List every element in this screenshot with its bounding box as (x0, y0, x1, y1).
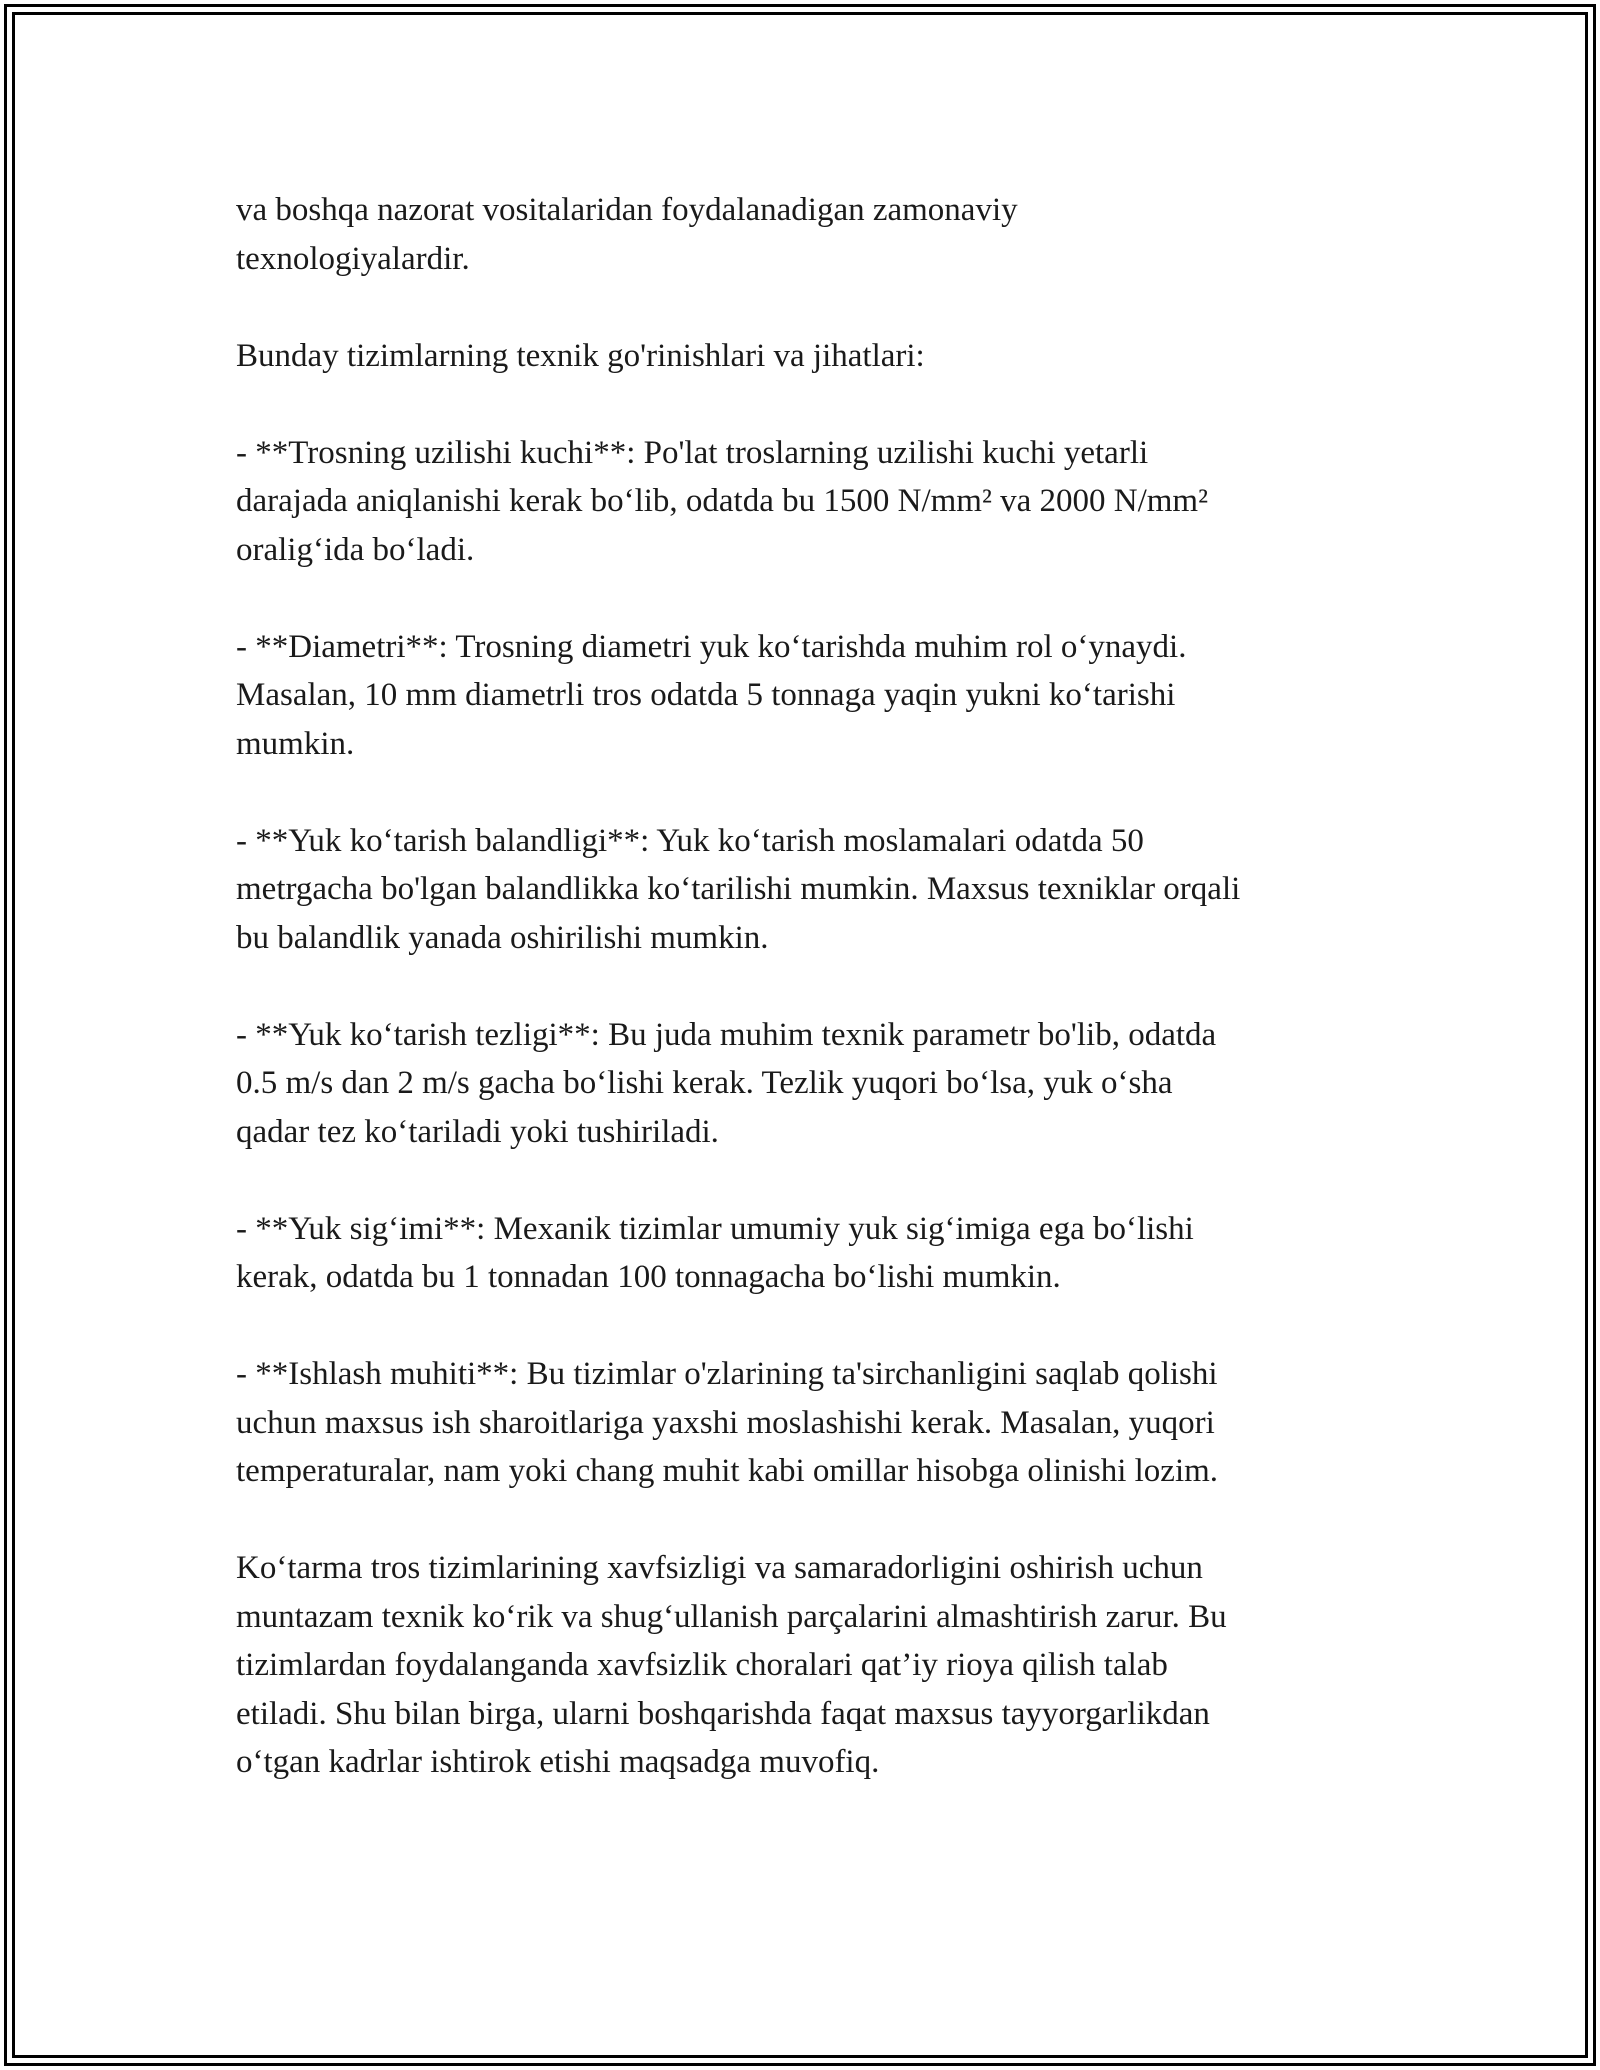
list-item-load-capacity: - **Yuk sig‘imi**: Mexanik tizimlar umumiy yuk sig‘imiga ega bo‘lishi kerak, odatda bu 1 tonnadan 100 tonnagacha bo‘lishi mumkin. (236, 1210, 1194, 1295)
list-item-lifting-height: - **Yuk ko‘tarish balandligi**: Yuk ko‘tarish moslamalari odatda 50 metrgacha bo'lgan balandlikka ko‘tarilishi mumkin. Maxsus texniklar orqali bu balandlik yanada oshirilishi mumkin. (236, 822, 1241, 956)
paragraph-intro-continuation: va boshqa nazorat vositalaridan foydalanadigan zamonaviy texnologiyalardir. (236, 192, 1018, 277)
list-item-lifting-speed: - **Yuk ko‘tarish tezligi**: Bu juda muhim texnik parametr bo'lib, odatda 0.5 m/s dan 2 m/s gacha bo‘lishi kerak. Tezlik yuqori bo‘lsa, yuk o‘sha qadar tez ko‘tariladi yoki tushiriladi. (236, 1016, 1217, 1150)
paragraph-conclusion: Ko‘tarma tros tizimlarining xavfsizligi va samaradorligini oshirish uchun muntazam texnik ko‘rik va shug‘ullanish parçalarini almashtirish zarur. Bu tizimlardan foydalanganda xavfsizlik choralari qat’iy rioya qilish talab etiladi. Shu bilan birga, ularni boshqarishda faqat maxsus tayyorgarlikdan o‘tgan kadrlar ishtirok etishi maqsadga muvofiq. (236, 1550, 1227, 1780)
paragraph-section-heading: Bunday tizimlarning texnik go'rinishlari va jihatlari: (236, 337, 925, 374)
list-item-working-environment: - **Ishlash muhiti**: Bu tizimlar o'zlarining ta'sirchanligini saqlab qolishi uchun maxsus ish sharoitlariga yaxshi moslashishi kerak. Masalan, yuqori temperaturalar, nam yoki chang muhit kabi omillar hisobga olinishi lozim. (236, 1356, 1219, 1489)
list-item-diameter: - **Diametri**: Trosning diametri yuk ko‘tarishda muhim rol o‘ynaydi. Masalan, 10 mm diametrli tros odatda 5 tonnaga yaqin yukni ko‘tarishi mumkin. (236, 628, 1187, 762)
list-item-breaking-strength: - **Trosning uzilishi kuchi**: Po'lat troslarning uzilishi kuchi yetarli darajada aniqlanishi kerak bo‘lib, odatda bu 1500 N/mm² va 2000 N/mm² oralig‘ida bo‘ladi. (236, 434, 1208, 568)
document-body (236, 186, 1366, 1787)
